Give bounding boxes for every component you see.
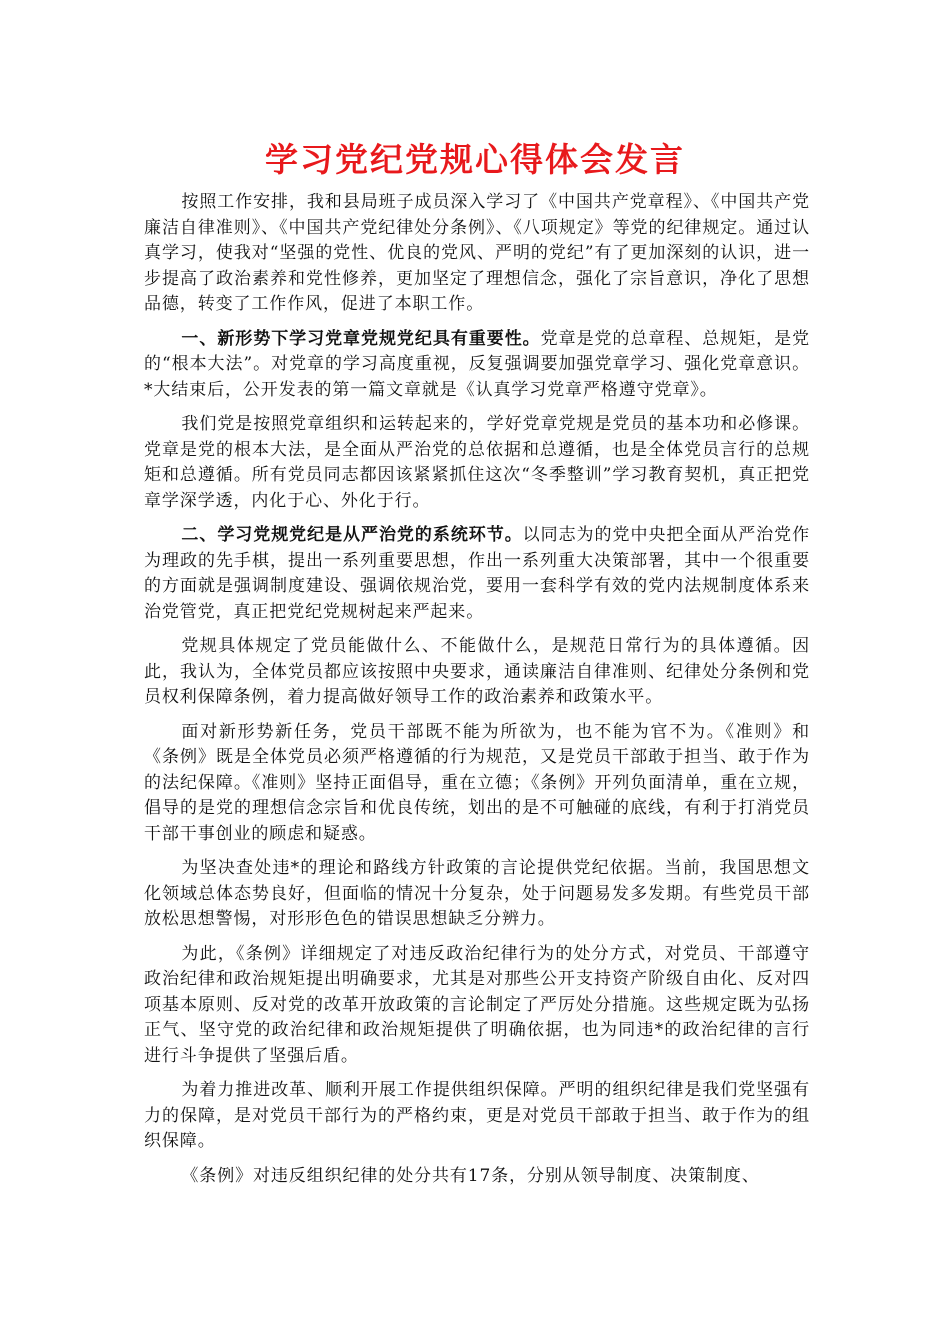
paragraph-text: 党章是党的总章程、总规矩，是党的“根本大法”。对党章的学习高度重视，反复强调要加强党章学习、强化党章意识。*大结束后，公开发表的第一篇文章就是《认真学习党章严格遵守党章》。 [144,328,811,400]
section-heading-1: 一、新形势下学习党章党规党纪具有重要性。 [181,328,541,349]
paragraph-text: 为着力推进改革、顺利开展工作提供组织保障。严明的组织纪律是我们党坚强有力的保障，是对党员干部行为的严格约束，更是对党员干部敢于担当、敢于作为的组织保障。 [144,1080,810,1151]
paragraph-text: 按照工作安排，我和县局班子成员深入学习了《中国共产党章程》、《中国共产党廉洁自律准则》、《中国共产党纪律处分条例》、《八项规定》等党的纪律规定。通过认真学习，使我对“坚强的党性、优良的党风、严明的党纪”有了更加深刻的认识，进一步提高了政治素养和党性修养，更加坚定了理想信念，强化了宗旨意识，净化了思想品德，转变了工作作风，促进了本职工作。 [144,192,810,314]
paragraph-text: 《条例》对违反组织纪律的处分共有17条，分别从领导制度、决策制度、 [181,1165,760,1186]
paragraph-text: 为此，《条例》详细规定了对违反政治纪律行为的处分方式，对党员、干部遵守政治纪律和政治规矩提出明确要求，尤其是对那些公开支持资产阶级自由化、反对四项基本原则、反对党的改革开放政策的言论制定了严厉处分措施。这些规定既为弘扬正气、坚守党的政治纪律和政治规矩提供了明确依据，也为同违*的政治纪律的言行进行斗争提供了坚强后盾。 [144,943,810,1066]
paragraph-7 [144,856,810,933]
paragraph-10 [144,1164,810,1190]
paragraph-5 [144,634,810,711]
paragraph-text: 以同志为的党中央把全面从严治党作为理政的先手棋，提出一系列重要思想，作出一系列重大决策部署，其中一个很重要的方面就是强调制度建设、强调依规治党，要用一套科学有效的党内法规制度体系来治党管党，真正把党纪党规树起来严起来。 [144,525,810,622]
paragraph-text: 为坚决查处违*的理论和路线方针政策的言论提供党纪依据。当前，我国思想文化领域总体态势良好，但面临的情况十分复杂，处于问题易发多发期。有些党员干部放松思想警惕，对形形色色的错误思想缺乏分辨力。 [144,858,810,929]
section-heading-2: 二、学习党规党纪是从严治党的系统环节。 [181,525,523,545]
paragraph-text: 我们党是按照党章组织和运转起来的，学好党章党规是党员的基本功和必修课。党章是党的根本大法，是全面从严治党的总依据和总遵循，也是全体党员言行的总规矩和总遵循。所有党员同志都因该紧紧抓住这次“冬季整训”学习教育契机，真正把党章学深学透，内化于心、外化于行。 [144,414,810,511]
paragraph-2 [144,327,810,404]
paragraph-9 [144,1078,810,1155]
paragraph-4 [144,523,810,625]
document-body [144,190,810,1198]
paragraph-1 [144,190,810,318]
page-title: 学习党纪党规心得体会发言 [265,140,685,179]
paragraph-text: 党规具体规定了党员能做什么、不能做什么，是规范日常行为的具体遵循。因此，我认为，全体党员都应该按照中央要求，通读廉洁自律准则、纪律处分条例和党员权利保障条例，着力提高做好领导工作的政治素养和政策水平。 [144,636,810,707]
paragraph-text: 面对新形势新任务，党员干部既不能为所欲为，也不能为官不为。《准则》和《条例》既是全体党员必须严格遵循的行为规范，又是党员干部敢于担当、敢于作为的法纪保障。《准则》坚持正面倡导，重在立德；《条例》开列负面清单，重在立规，倡导的是党的理想信念宗旨和优良传统，划出的是不可触碰的底线，有利于打消党员干部干事创业的顾虑和疑惑。 [144,721,810,844]
paragraph-3 [144,412,810,514]
paragraph-8 [144,942,810,1070]
paragraph-6 [144,720,810,848]
